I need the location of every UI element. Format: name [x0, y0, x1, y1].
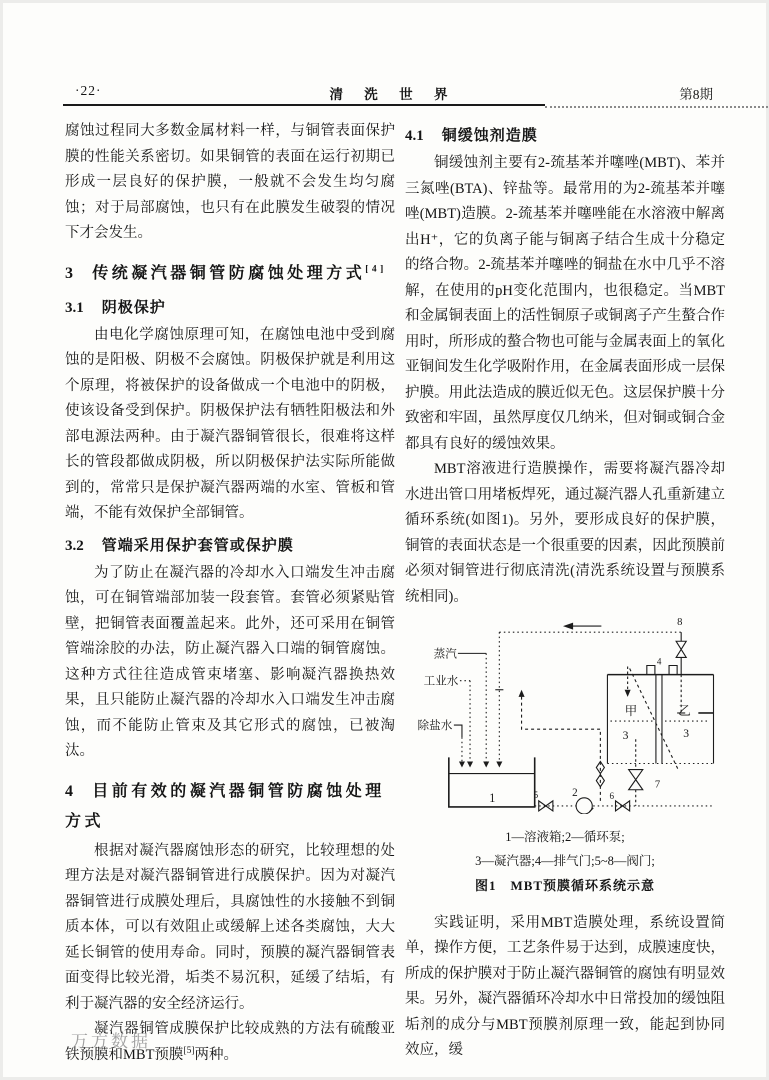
label-tank-number: 1	[489, 790, 496, 805]
journal-title: 清 洗 世 界	[329, 87, 457, 102]
label-vent-4: 4	[656, 656, 662, 667]
heading-section-3	[65, 259, 395, 289]
valve-6-icon	[616, 801, 630, 811]
figure-caption-line2: 3—凝汽器;4—排气门;5~8—阀门;	[475, 853, 655, 868]
paragraph-corrosion-intro: 腐蚀过程同大多数金属材料一样，与铜管表面保护膜的性能关系密切。如果铜管的表面在运行初期已形成一层良好的保护膜，一般就不会发生均匀腐蚀；对于局部腐蚀，也只有在此膜发生破裂的情况下才会发生。	[65, 123, 395, 241]
reference-4: [4]	[365, 264, 387, 275]
label-condenser-b: 3	[683, 727, 690, 741]
section-3-1-number: 3.1	[65, 299, 84, 316]
inlet-arrow-icon	[459, 761, 465, 767]
section-3-1-title: 阴极保护	[101, 299, 166, 316]
label-pump-number: 2	[572, 786, 578, 799]
paragraph-mbt-operation: MBT溶液进行造膜操作，需要将凝汽器冷却水进出管口用堵板焊死，通过凝汽器人孔重新建立循环系统(如图1)。另外，要形成良好的保护膜，铜管的表面状态是一个很重要的因素，因此预膜前必须对铜管进行彻底清洗(清洗系统设置与预膜系统相同)。	[405, 461, 725, 605]
paragraph-film-protection: 根据对凝汽器腐蚀形态的研究，比较理想的处理方法是对凝汽器铜管进行成膜保护。因为对凝汽器铜管进行成膜处理后，具腐蚀性的水接触不到铜质本体，可以有效阻止或缓解上述各类腐蚀，大大延长铜管的使用寿命。同时，预膜的凝汽器铜管表面变得比较光滑，垢类不易沉积，延缓了结垢，有利于凝汽器的安全经济运行。	[65, 842, 395, 1012]
heading-section-3-1	[65, 295, 395, 321]
label-valve-5: 5	[533, 789, 539, 800]
label-steam: 蒸汽	[433, 647, 457, 661]
paragraph-sleeve-protection: 为了防止在凝汽器的冷却水入口端发生冲击腐蚀，可在铜管端部加装一段套管。套管必须紧贴管壁，把铜管表面覆盖起来。此外，还可采用在铜管管端涂胶的办法，防止凝汽器入口端的铜管腐蚀。这种方式往往造成管束堵塞、影响凝汽器换热效果，且只能防止凝汽器的冷却水入口端发生冲击腐蚀，而不能防止管束及其它形式的腐蚀，已被淘汰。	[65, 564, 395, 759]
page-header	[63, 83, 723, 103]
figure-caption-line1: 1—溶液箱;2—循环泵;	[505, 829, 625, 844]
valve-7-icon	[629, 770, 643, 790]
inlet-arrow-icon	[483, 761, 489, 767]
wanfang-watermark: 万方数据	[71, 1032, 151, 1051]
section-4-1-number: 4.1	[405, 128, 424, 144]
heading-section-4	[65, 777, 395, 837]
air-vent-icon	[647, 666, 655, 675]
bypass-arrow-icon	[519, 690, 525, 697]
film-methods-tail: 两种。	[194, 1046, 238, 1063]
mbt-system-diagram	[409, 616, 721, 814]
section-4-1-title: 铜缓蚀剂造膜	[441, 128, 538, 144]
paragraph-mbt-practice: 实践证明，采用MBT造膜处理，系统设置简单，操作方便，工艺条件易于达到，成膜速度快，所成的保护膜对于防止凝汽器铜管的腐蚀有明显效果。另外，凝汽器循环冷却水中日常投加的缓蚀阻垢剂的成分与MBT预膜剂原理一致，能起到协同效应，缓	[405, 914, 725, 1058]
issue-number: 第8期	[679, 87, 713, 102]
figure-title: 图1 MBT预膜循环系统示意	[474, 877, 656, 893]
paragraph-mbt-chemistry: 铜缓蚀剂主要有2-巯基苯并噻唑(MBT)、苯并三氮唑(BTA)、锌盐等。最常用的为2-巯基苯并噻唑(MBT)造膜。2-巯基苯并噻唑能在水溶液中解离出H⁺，它的负离子能与铜离子结合生成十分稳定的络合物。2-巯基苯并噻唑的铜盐在水中几乎不溶解，在使用的pH变化范围内，也很稳定。当MBT和金属铜表面上的活性铜原子或铜离子产生螯合作用时，所形成的螯合物也可能与金属表面上的氧化亚铜间发生化学吸附作用，在金属表面形成一层保护膜。用此法造成的膜近似无色。这层保护膜十分致密和牢固，虽然厚度仅几纳米，但对铜或铜合金都具有良好的缓蚀效果。	[405, 155, 725, 452]
heading-section-3-2	[65, 533, 395, 559]
section-3-2-number: 3.2	[65, 537, 84, 554]
label-demin-water: 除盐水	[417, 719, 453, 733]
inlet-arrow-icon	[467, 761, 473, 767]
section-3-2-title: 管端采用保护套管或保护膜	[101, 537, 294, 554]
section-3-title: 传统凝汽器铜管防腐蚀处理方式	[92, 264, 366, 282]
label-side-a: 甲	[624, 704, 638, 718]
label-valve-7: 7	[654, 779, 661, 791]
inlet-arrow-icon	[496, 761, 502, 767]
section-3-number: 3	[65, 264, 73, 282]
label-valve-8: 8	[677, 617, 683, 629]
journal-page	[3, 3, 766, 1077]
label-valve-6: 6	[609, 790, 614, 801]
header-rule-solid	[63, 104, 545, 106]
reference-5: [5]	[183, 1045, 195, 1056]
heading-section-4-1	[405, 123, 725, 149]
air-vent-icon	[669, 666, 677, 675]
inlet-a-arrow-icon	[625, 690, 631, 697]
section-4-number: 4	[65, 782, 73, 800]
right-column	[405, 119, 725, 1064]
label-condenser-a: 3	[622, 729, 629, 743]
page-number: ·22·	[75, 83, 102, 98]
valve-5-icon	[539, 801, 553, 811]
header-rule-dotted	[545, 106, 769, 108]
label-side-b: 乙	[678, 704, 691, 718]
film-methods-text: 凝汽器铜管成膜保护比较成熟的方法有硫酸亚铁预膜和MBT预膜	[65, 1021, 395, 1063]
section-4-title: 目前有效的凝汽器铜管防腐蚀处理方式	[65, 782, 385, 830]
left-column	[65, 119, 395, 1068]
flow-arrow-icon	[563, 623, 573, 630]
figure-1	[405, 616, 725, 897]
paragraph-cathodic-protection: 由电化学腐蚀原理可知，在腐蚀电池中受到腐蚀的是阳极、阴极不会腐蚀。阴极保护就是利用这个原理，将被保护的设备做成一个电池中的阴极，使该设备受到保护。阴极保护法有牺牲阳极法和外部电源法两种。由于凝汽器铜管很长，很难将这样长的管段都做成阴极，所以阴极保护法实际所能做到的，常常只是保护凝汽器两端的水室、管板和管端，不能有效保护全部铜管。	[65, 326, 395, 521]
valve-8-icon	[676, 641, 686, 657]
label-industrial-water: 工业水	[423, 674, 459, 688]
